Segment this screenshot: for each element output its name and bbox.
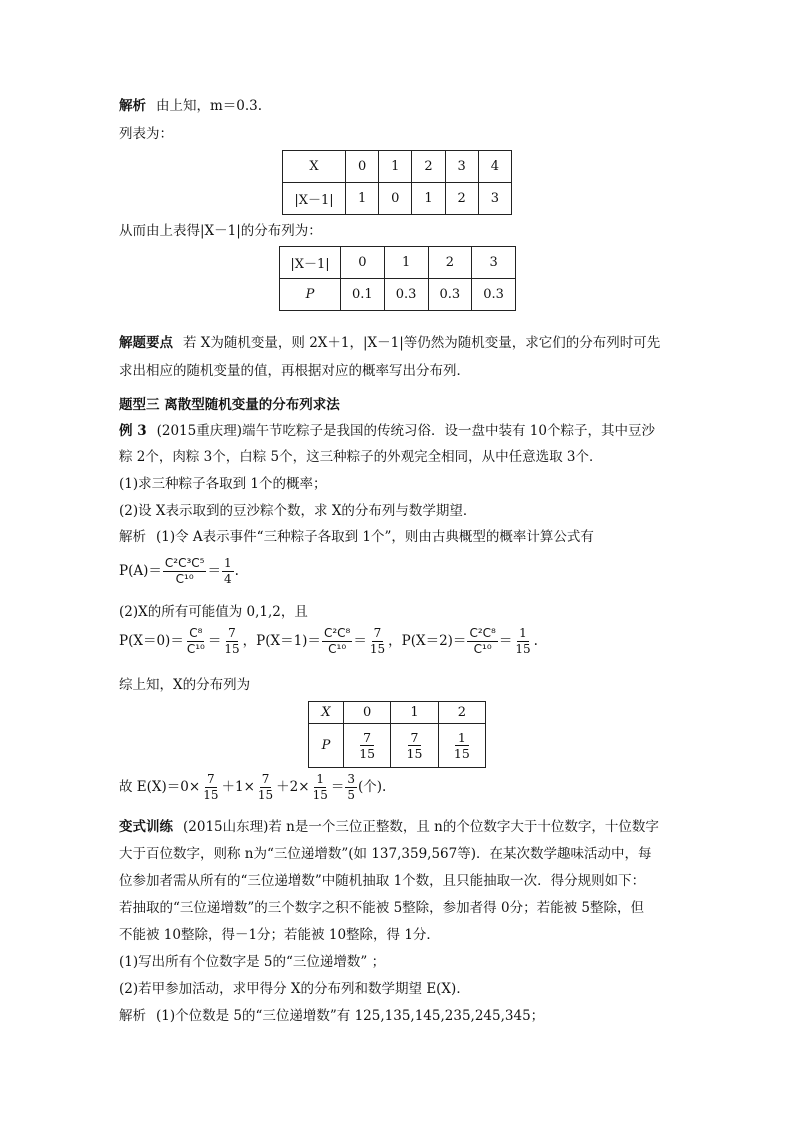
table-cell: 0.3 bbox=[472, 279, 516, 311]
table-cell: 0 bbox=[379, 183, 412, 215]
fraction-denominator: 15 bbox=[369, 642, 386, 656]
separator: ， bbox=[388, 633, 402, 649]
fraction-numerator: 1 bbox=[519, 626, 527, 640]
table-cell: |X－1| bbox=[280, 247, 341, 279]
formula-px: P(X＝0)＝ $\frac{\text{C⁸}}{\text{C¹⁰}}$ ＝ $\frac{7}{15}$ ，P(X＝1)＝ $\frac{\text{C²C⁸}}{\text{C¹⁰}}$ ＝ $\frac{7}{15}$ ，P(X＝2)＝ $\frac{\text{C²C⁸}}{\text{C¹⁰}}$ ＝ $\frac{1}{15}$ . bbox=[119, 626, 538, 656]
table-cell: |X－1| bbox=[283, 183, 346, 215]
solution-text: 由上知，m＝0.3. bbox=[156, 98, 263, 114]
table-cell: 0.3 bbox=[384, 279, 428, 311]
fraction-denominator: C¹⁰ bbox=[186, 642, 205, 656]
table-cell: 0 bbox=[346, 151, 379, 183]
fraction-denominator: 15 bbox=[515, 642, 531, 656]
fraction-denominator: 15 bbox=[224, 642, 240, 656]
operator: ＋1× bbox=[221, 779, 255, 795]
fraction bbox=[222, 626, 241, 657]
fraction-numerator: C²C³C⁵ bbox=[164, 556, 205, 570]
fraction-numerator: 7 bbox=[228, 626, 236, 640]
section-title: 题型三 离散型随机变量的分布列求法 bbox=[119, 397, 340, 413]
fraction-denominator: 15 bbox=[203, 788, 219, 802]
summary-line: 综上知，X的分布列为 bbox=[119, 677, 251, 693]
question-2: (2)设 X表示取到的豆沙粽个数，求 X的分布列与数学期望． bbox=[119, 503, 477, 519]
table-cell: 1 bbox=[384, 247, 428, 279]
fraction-denominator: 15 bbox=[312, 788, 328, 802]
distribution-intro: 从而由上表得|X－1|的分布列为： bbox=[119, 223, 322, 239]
table-cell: 4 bbox=[478, 151, 511, 183]
equals: ＝ bbox=[330, 779, 345, 795]
fraction bbox=[407, 730, 423, 761]
variant-line5: 不能被 10整除，得－1分；若能被 10整除，得 1分． bbox=[119, 927, 440, 943]
example-label: 例 3 bbox=[119, 423, 147, 439]
table-cell: 1 bbox=[391, 702, 438, 724]
fraction bbox=[222, 556, 234, 587]
table-cell: 1 bbox=[412, 183, 445, 215]
period: . bbox=[533, 633, 538, 649]
solution-text: (1)令 A表示事件“三种粽子各取到 1个”，则由古典概型的概率计算公式有 bbox=[156, 529, 594, 545]
fraction bbox=[201, 772, 220, 803]
example-3 bbox=[119, 422, 655, 440]
fraction bbox=[322, 626, 352, 657]
table-cell: P bbox=[280, 279, 341, 311]
fraction-denominator: C¹⁰ bbox=[175, 572, 194, 586]
operator: ＋2× bbox=[276, 779, 310, 795]
table-distribution bbox=[279, 246, 516, 311]
table-cell: 3 bbox=[445, 151, 478, 183]
fraction bbox=[454, 730, 470, 761]
table-cell: 1 bbox=[346, 183, 379, 215]
key-points-line2: 求出相应的随机变量的值，再根据对应的概率写出分布列． bbox=[119, 363, 470, 379]
table-cell: 2 bbox=[445, 183, 478, 215]
solution-text: (1)个位数是 5的“三位递增数”有 125,135,145,235,245,345； bbox=[156, 1008, 545, 1024]
fraction bbox=[311, 772, 330, 803]
formula-lhs: P(X＝1)＝ bbox=[256, 633, 321, 649]
table-cell bbox=[344, 724, 391, 768]
fraction-numerator: 7 bbox=[207, 772, 215, 786]
fraction-denominator: 4 bbox=[223, 572, 232, 586]
fraction-denominator: 15 bbox=[453, 746, 470, 761]
table-cell bbox=[391, 724, 438, 768]
fraction bbox=[185, 626, 207, 657]
solution-line bbox=[119, 97, 262, 115]
equals: ＝ bbox=[207, 563, 221, 579]
variant-solution bbox=[119, 1007, 544, 1025]
fraction-numerator: 1 bbox=[455, 730, 469, 746]
solution-line bbox=[119, 528, 594, 546]
fraction bbox=[513, 626, 532, 657]
solution-label: 解析 bbox=[119, 529, 146, 545]
period: . bbox=[234, 563, 239, 579]
solution-label: 解析 bbox=[119, 1008, 146, 1024]
table-cell: 2 bbox=[428, 247, 472, 279]
table-cell: 0.3 bbox=[428, 279, 472, 311]
variant-line4: 若抽取的“三位递增数”的三个数字之积不能被 5整除，参加者得 0分；若能被 5整除，但 bbox=[119, 900, 644, 916]
table-cell: 1 bbox=[379, 151, 412, 183]
fraction-denominator: 5 bbox=[347, 788, 355, 802]
fraction-numerator: 7 bbox=[360, 730, 374, 746]
table-cell: 0.1 bbox=[341, 279, 385, 311]
fraction bbox=[256, 772, 275, 803]
fraction-numerator: 7 bbox=[373, 626, 382, 640]
fraction-denominator: C¹⁰ bbox=[328, 642, 347, 656]
table-cell bbox=[438, 724, 485, 768]
table-cell: 2 bbox=[438, 702, 485, 724]
key-points-label: 解题要点 bbox=[119, 335, 173, 351]
table-cell: X bbox=[283, 151, 346, 183]
fraction-numerator: C²C⁸ bbox=[323, 626, 351, 640]
fraction-numerator: 7 bbox=[408, 730, 422, 746]
separator: ， bbox=[242, 633, 257, 649]
fraction-denominator: 15 bbox=[257, 788, 274, 802]
fraction bbox=[359, 730, 375, 761]
variant-question-1: (1)写出所有个位数字是 5的“三位递增数” ； bbox=[119, 954, 386, 970]
table-cell: 3 bbox=[478, 183, 511, 215]
table-cell: 2 bbox=[412, 151, 445, 183]
fraction-denominator: 15 bbox=[406, 746, 423, 761]
variant-training bbox=[119, 818, 659, 836]
unit: (个). bbox=[358, 779, 387, 795]
table-x-abs bbox=[282, 150, 512, 215]
solution-label: 解析 bbox=[119, 98, 146, 114]
formula-lhs: 故 E(X)＝0× bbox=[119, 779, 201, 795]
formula-lhs: P(X＝0)＝ bbox=[119, 633, 184, 649]
fraction-numerator: 1 bbox=[223, 556, 232, 570]
table-intro: 列表为： bbox=[119, 126, 173, 142]
fraction-denominator: 15 bbox=[359, 746, 376, 761]
fraction-numerator: 7 bbox=[261, 772, 270, 786]
table-cell: 0 bbox=[341, 247, 385, 279]
example-text: (2015重庆理)端午节吃粽子是我国的传统习俗．设一盘中装有 10个粽子，其中豆沙 bbox=[156, 423, 655, 439]
fraction bbox=[345, 772, 357, 803]
variant-line3: 位参加者需从所有的“三位递增数”中随机抽取 1个数，且只能抽取一次．得分规则如下： bbox=[119, 873, 646, 889]
fraction-numerator: 3 bbox=[347, 772, 355, 786]
fraction-numerator: 1 bbox=[316, 772, 325, 786]
fraction-numerator: C⁸ bbox=[189, 626, 203, 640]
fraction bbox=[368, 626, 387, 657]
variant-question-2: (2)若甲参加活动，求甲得分 X的分布列和数学期望 E(X)． bbox=[119, 981, 470, 997]
table-cell: 0 bbox=[344, 702, 391, 724]
variant-text: (2015山东理)若 n是一个三位正整数，且 n的个位数字大于十位数字，十位数字 bbox=[183, 819, 659, 835]
table-x-distribution bbox=[308, 701, 486, 768]
table-cell: 3 bbox=[472, 247, 516, 279]
fraction bbox=[467, 626, 497, 657]
fraction-numerator: C²C⁸ bbox=[469, 626, 496, 640]
formula-pa bbox=[119, 556, 239, 587]
expectation-formula bbox=[119, 772, 386, 803]
fraction bbox=[163, 556, 207, 587]
table-cell: X bbox=[309, 702, 344, 724]
fraction-denominator: C¹⁰ bbox=[473, 642, 492, 656]
key-points-text: 若 X为随机变量，则 2X＋1，|X－1|等仍然为随机变量，求它们的分布列时可先 bbox=[183, 335, 661, 351]
question-1: (1)求三种粽子各取到 1个的概率； bbox=[119, 476, 327, 492]
variant-label: 变式训练 bbox=[119, 819, 173, 835]
table-cell: P bbox=[309, 724, 344, 768]
formula-lhs: P(A)＝ bbox=[119, 563, 162, 579]
formula-lhs: P(X＝2)＝ bbox=[401, 633, 467, 649]
variant-line2: 大于百位数字，则称 n为“三位递增数”(如 137,359,567等)．在某次数学趣味活动中，每 bbox=[119, 846, 652, 862]
example-line2: 粽 2个，肉粽 3个，白粽 5个，这三种粽子的外观完全相同，从中任意选取 3个． bbox=[119, 449, 603, 465]
key-points bbox=[119, 334, 660, 352]
possible-values: (2)X的所有可能值为 0,1,2，且 bbox=[119, 604, 308, 620]
